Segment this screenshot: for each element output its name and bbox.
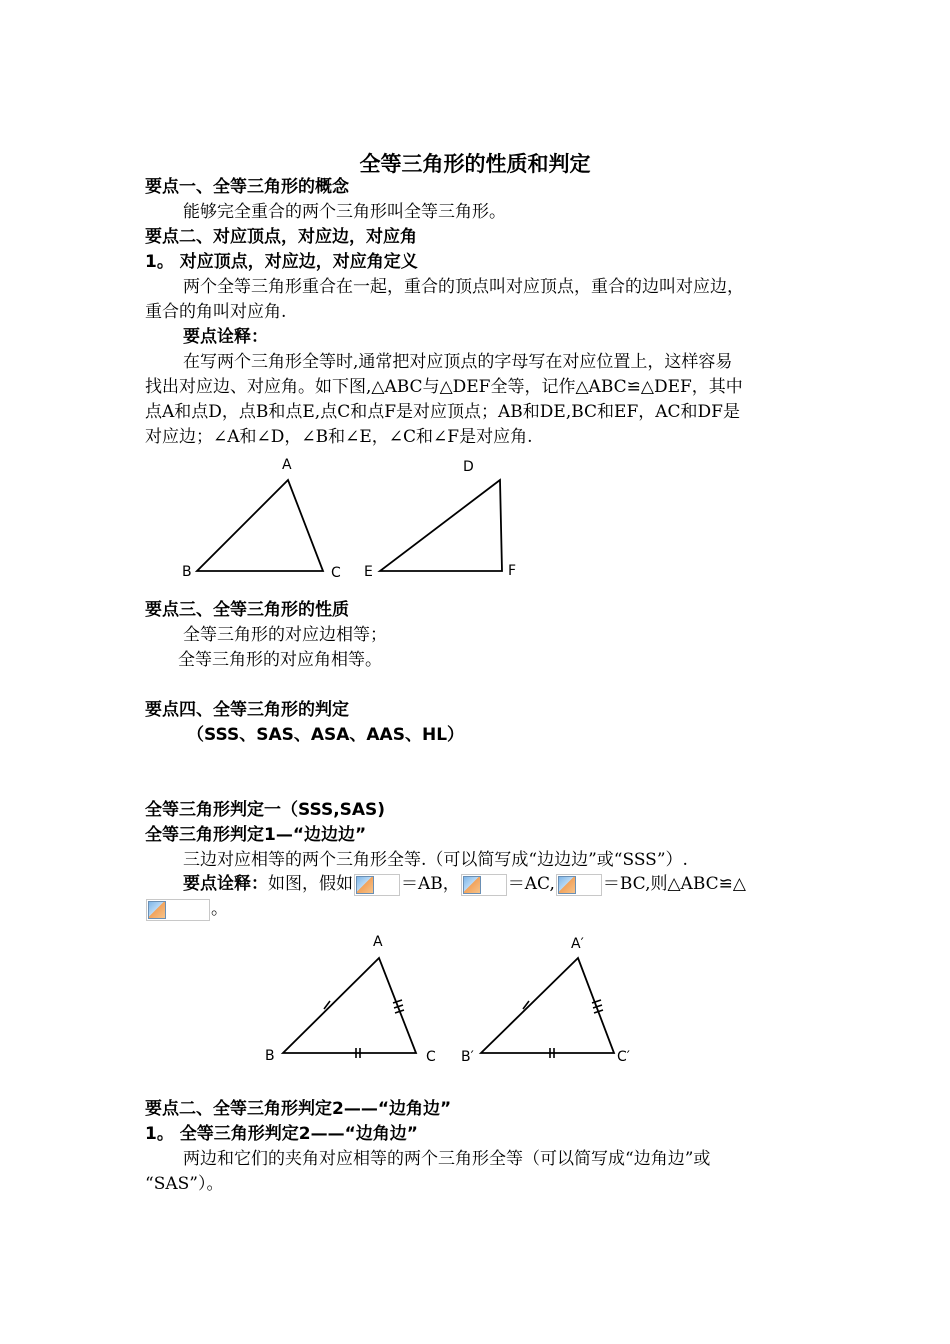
section-2-note-line-1: 在写两个三角形全等时,通常把对应顶点的字母写在对应位置上，这样容易: [183, 352, 733, 372]
criterion-1-note-line: [183, 872, 746, 896]
tick-mark-ac-prime: [592, 1000, 603, 1013]
section-3-line-1: 全等三角形的对应边相等；: [183, 625, 387, 645]
section-2-note-heading: 要点诠释：: [183, 327, 268, 347]
tick-mark-ac: [393, 1000, 404, 1013]
criterion-1-eq-2: ＝AC,: [507, 874, 555, 894]
section-2-heading: 要点二、对应顶点，对应边，对应角: [145, 227, 417, 247]
section-1-heading: 要点一、全等三角形的概念: [145, 177, 349, 197]
vertex-label-a-prime: A′: [571, 936, 584, 952]
missing-image-icon: [461, 874, 507, 896]
vertex-label-c-sss: C: [426, 1049, 436, 1065]
vertex-label-b-sss: B: [265, 1048, 275, 1064]
criterion-1-text: 三边对应相等的两个三角形全等.（可以简写成“边边边”或“SSS”）.: [183, 850, 688, 870]
criterion-1-note-label: 要点诠释：: [183, 874, 268, 894]
vertex-label-f: F: [508, 563, 517, 579]
page-title: 全等三角形的性质和判定: [359, 152, 591, 176]
section-2-subheading: 1。 对应顶点，对应边，对应角定义: [145, 252, 418, 272]
vertex-label-a-sss: A: [373, 934, 383, 950]
vertex-label-a: A: [282, 457, 292, 473]
vertex-label-c: C: [331, 565, 341, 581]
triangle-abc: [197, 480, 323, 571]
section-2-note-line-4: 对应边；∠A和∠D，∠B和∠E，∠C和∠F是对应角.: [145, 427, 533, 447]
sss-triangles-figure: [255, 925, 655, 1070]
missing-image-icon: [146, 899, 210, 921]
section-4-criteria-list: （SSS、SAS、ASA、AAS、HL）: [187, 725, 465, 745]
triangle-def: [380, 480, 502, 571]
criterion-2-text-line-1: 两边和它们的夹角对应相等的两个三角形全等（可以简写成“边角边”或: [183, 1149, 711, 1169]
vertex-label-c-prime: C′: [617, 1049, 630, 1065]
section-2-text-line-1: 两个全等三角形重合在一起，重合的顶点叫对应顶点，重合的边叫对应边，: [183, 277, 744, 297]
criterion-2-text-line-2: “SAS”）。: [145, 1174, 224, 1194]
section-1-text: 能够完全重合的两个三角形叫全等三角形。: [183, 202, 506, 222]
criterion-2-heading: 要点二、全等三角形判定2——“边角边”: [145, 1099, 452, 1119]
missing-image-icon: [556, 874, 602, 896]
criterion-1-heading: 全等三角形判定一（SSS,SAS): [145, 800, 386, 820]
vertex-label-d: D: [463, 459, 474, 475]
criterion-1-note-text: 如图，假如: [268, 874, 353, 894]
triangle-abc-prime-sss: [481, 958, 614, 1053]
section-2-note-line-2: 找出对应边、对应角。如下图,△ABC与△DEF全等，记作△ABC≌△DEF，其中: [145, 377, 743, 397]
vertex-label-b: B: [182, 564, 192, 580]
triangles-abc-def-figure: [170, 452, 530, 587]
criterion-2-subheading: 1。 全等三角形判定2——“边角边”: [145, 1124, 418, 1144]
section-3-heading: 要点三、全等三角形的性质: [145, 600, 349, 620]
vertex-label-e: E: [364, 564, 373, 580]
vertex-label-b-prime: B′: [461, 1049, 474, 1065]
section-2-note-line-3: 点A和点D，点B和点E,点C和点F是对应顶点；AB和DE,BC和EF，AC和DF是: [145, 402, 740, 422]
criterion-1-eq-1: ＝AB，: [401, 874, 460, 894]
criterion-1-subheading: 全等三角形判定1—“边边边”: [145, 825, 367, 845]
missing-image-icon: [354, 874, 400, 896]
criterion-1-note-line-2: [145, 897, 228, 921]
section-2-text-line-2: 重合的角叫对应角.: [145, 302, 287, 322]
section-4-heading: 要点四、全等三角形的判定: [145, 700, 349, 720]
triangle-abc-sss: [283, 958, 416, 1053]
criterion-1-note-end: 。: [211, 899, 228, 919]
criterion-1-eq-3: ＝BC,则△ABC≌△: [602, 874, 746, 894]
section-3-line-2: 全等三角形的对应角相等。: [178, 650, 382, 670]
